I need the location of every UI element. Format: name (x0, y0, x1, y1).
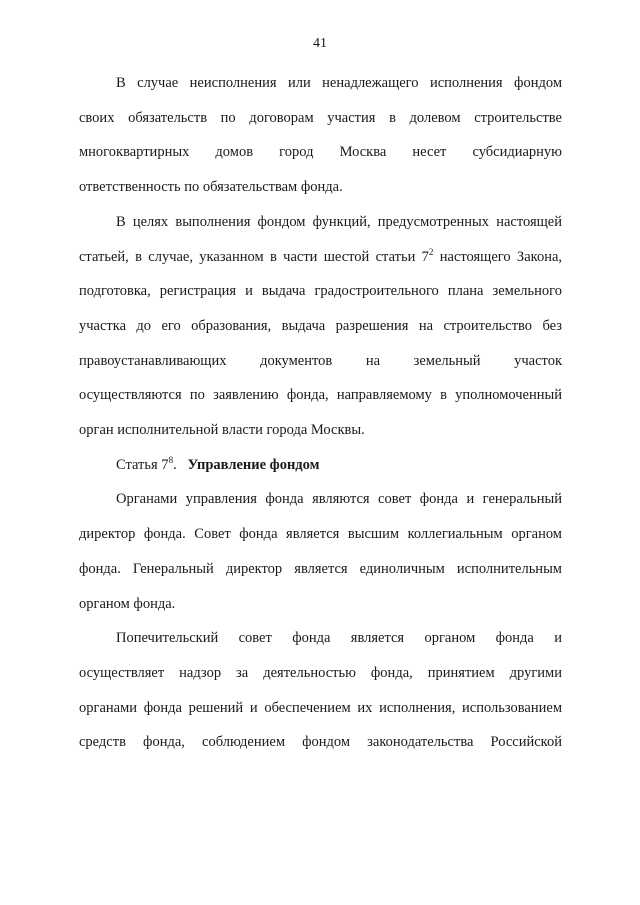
text-line: осуществляет надзор за деятельностью фонда, принятием другими (79, 664, 562, 681)
document-body (79, 66, 562, 760)
article-superscript: 8 (168, 454, 174, 465)
paragraph-subsidiary-liability (79, 66, 562, 205)
text-line: директор фонда. Совет фонда является высшим коллегиальным органом (79, 526, 562, 543)
article-title: Управление фондом (187, 456, 320, 473)
paragraph-governance-bodies (79, 482, 562, 621)
text-line (79, 240, 562, 275)
text-line: своих обязательств по договорам участия в долевом строительстве (79, 109, 562, 126)
paragraph-fund-functions (79, 205, 562, 448)
text-line: органами фонда решений и обеспечением их исполнения, использованием (79, 699, 562, 716)
text-line: подготовка, регистрация и выдача градостроительного плана земельного (79, 283, 562, 300)
text-line: ответственность по обязательствам фонда. (79, 179, 343, 196)
text-line: правоустанавливающих документов на земельный участок (79, 352, 562, 369)
text-fragment: статьей, в случае, указанном в части шестой статьи 7 (79, 248, 429, 265)
superscript: 2 (428, 246, 434, 257)
text-line: орган исполнительной власти города Москвы. (79, 422, 365, 439)
text-line: участка до его образования, выдача разрешения на строительство без (79, 317, 562, 334)
text-line: средств фонда, соблюдением фондом законодательства Российской (79, 734, 562, 751)
text-line: Попечительский совет фонда является органом фонда и (116, 630, 562, 647)
article-number (116, 454, 177, 473)
page-number: 41 (313, 36, 327, 51)
text-line: В целях выполнения фондом функций, предусмотренных настоящей (116, 213, 562, 230)
text-fragment: настоящего Закона, (433, 248, 563, 265)
text-line: Органами управления фонда являются совет фонда и генеральный (116, 491, 562, 508)
article-prefix: Статья 7 (116, 456, 169, 473)
article-heading (79, 448, 562, 483)
text-line: В случае неисполнения или ненадлежащего исполнения фондом (116, 75, 562, 91)
text-line: осуществляются по заявлению фонда, направляемому в уполномоченный (79, 387, 562, 404)
paragraph-board-of-trustees (79, 621, 562, 760)
text-line: фонда. Генеральный директор является единоличным исполнительным (79, 560, 562, 577)
text-line: многоквартирных домов город Москва несет субсидиарную (79, 144, 562, 161)
article-dot: . (173, 456, 177, 473)
text-line: органом фонда. (79, 595, 176, 612)
